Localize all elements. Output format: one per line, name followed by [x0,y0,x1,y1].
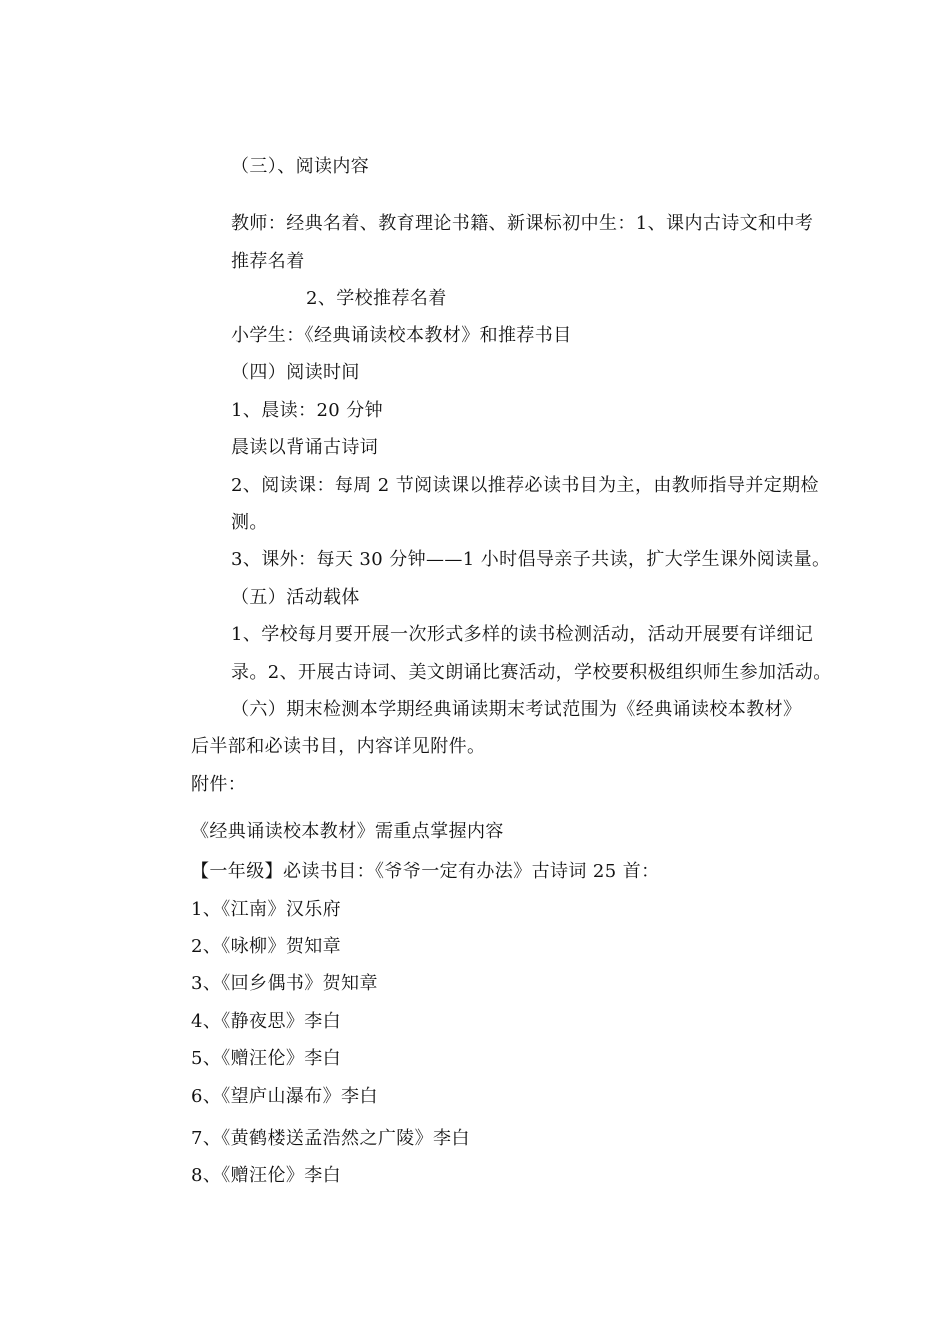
school-recommended-line: 2、学校推荐名着 [306,288,447,309]
final-exam-line-cont: 后半部和必读书目，内容详见附件。 [191,736,486,757]
poem-list-item: 8、《赠汪伦》李白 [191,1165,342,1186]
pupil-reading-line: 小学生：《经典诵读校本教材》和推荐书目 [231,325,572,346]
section-heading-activities: （五）活动载体 [231,587,360,608]
poem-list-item: 4、《静夜思》李白 [191,1011,342,1032]
poem-list-item: 6、《望庐山瀑布》李白 [191,1086,378,1107]
reading-class-line: 2、阅读课：每周 2 节阅读课以推荐必读书目为主，由教师指导并定期检 [231,475,819,496]
activity-line-2: 录。2、开展古诗词、美文朗诵比赛活动，学校要积极组织师生参加活动。 [231,662,832,683]
morning-reading-line: 1、晨读：20 分钟 [231,400,384,421]
poem-list-item: 2、《咏柳》贺知章 [191,936,342,957]
final-exam-line: （六）期末检测本学期经典诵读期末考试范围为《经典诵读校本教材》 [231,699,802,720]
appendix-title: 《经典诵读校本教材》需重点掌握内容 [191,821,504,842]
teacher-reading-line-cont: 推荐名着 [231,251,305,272]
teacher-reading-line: 教师：经典名着、教育理论书籍、新课标初中生：1、课内古诗文和中考 [231,213,814,234]
extracurricular-line: 3、课外：每天 30 分钟——1 小时倡导亲子共读，扩大学生课外阅读量。 [231,549,831,570]
poem-list-item: 1、《江南》汉乐府 [191,899,342,920]
morning-reading-detail: 晨读以背诵古诗词 [231,437,379,458]
reading-class-line-cont: 测。 [231,512,268,533]
poem-list-item: 7、《黄鹤楼送孟浩然之广陵》李白 [191,1128,470,1149]
activity-line-1: 1、学校每月要开展一次形式多样的读书检测活动，活动开展要有详细记 [231,624,814,645]
appendix-label: 附件： [191,774,247,795]
poem-list-item: 5、《赠汪伦》李白 [191,1048,342,1069]
grade-one-heading: 【一年级】必读书目：《爷爷一定有办法》古诗词 25 首： [191,861,660,882]
section-heading-reading-content: （三）、阅读内容 [231,156,370,177]
poem-list-item: 3、《回乡偶书》贺知章 [191,973,378,994]
section-heading-reading-time: （四）阅读时间 [231,362,360,383]
